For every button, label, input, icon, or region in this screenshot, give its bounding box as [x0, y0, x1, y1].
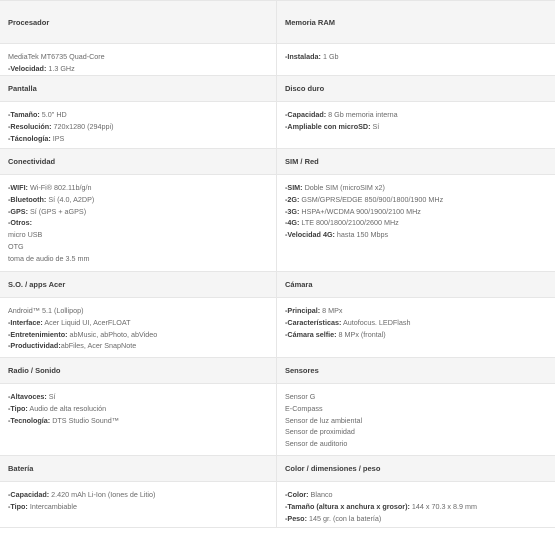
spec-line [8, 194, 268, 206]
section-title: Pantalla [0, 76, 277, 102]
spec-label: -WIFI: [8, 183, 28, 192]
spec-line [8, 391, 268, 403]
spec-value: Android™ 5.1 (Lollipop) [8, 306, 84, 315]
spec-line [285, 109, 547, 121]
spec-line [8, 229, 268, 241]
spec-value: 8 MPx [320, 306, 343, 315]
spec-line [8, 253, 268, 265]
spec-value: 1.3 GHz [46, 63, 75, 73]
spec-line [8, 121, 268, 133]
spec-label: -SIM: [285, 183, 303, 192]
spec-line [285, 438, 547, 450]
spec-value: abFiles, Acer SnapNote [60, 341, 137, 351]
spec-label: -2G: [285, 194, 300, 204]
spec-value: Autofocus. LEDFlash [341, 317, 411, 327]
spec-line [285, 391, 547, 403]
spec-line [8, 133, 268, 145]
section-title: Disco duro [277, 76, 555, 102]
spec-value: Sí (4.0, A2DP) [46, 194, 95, 204]
spec-label: -Entretenimiento: [8, 329, 68, 339]
spec-label: -Capacidad: [8, 490, 50, 499]
spec-line [8, 489, 268, 501]
spec-label: -Color: [285, 490, 309, 499]
spec-label: -Instalada: [285, 52, 321, 61]
spec-value: toma de audio de 3.5 mm [8, 253, 90, 263]
spec-label: -Tamaño: [8, 110, 40, 119]
spec-label: -Bluetooth: [8, 194, 47, 204]
spec-line [8, 329, 268, 341]
spec-value: hasta 150 Mbps [334, 230, 389, 240]
spec-label: -Tipo: [8, 403, 28, 413]
spec-line [8, 206, 268, 218]
spec-value: DTS Studio Sound™ [50, 415, 119, 425]
section-body [277, 482, 555, 528]
spec-line [285, 426, 547, 438]
spec-label: -Otros: [8, 218, 32, 228]
spec-line [285, 305, 547, 317]
spec-label: -Tipo: [8, 501, 28, 511]
section-body [277, 102, 555, 149]
section-title: SIM / Red [277, 149, 555, 175]
spec-line [8, 317, 268, 329]
spec-label: -Productividad: [8, 341, 61, 351]
spec-line [8, 109, 268, 121]
spec-value: 5.0" HD [39, 110, 67, 119]
spec-value: Sensor de proximidad [285, 427, 355, 437]
spec-value: micro USB [8, 230, 43, 240]
spec-label: -Tamaño (altura x anchura x grosor): [285, 501, 410, 511]
spec-label: -Velocidad 4G: [285, 230, 335, 240]
spec-label: -Principal: [285, 306, 321, 315]
spec-label: -Cámara selfie: [285, 329, 337, 339]
spec-line [285, 415, 547, 427]
spec-line [285, 206, 547, 218]
spec-value: Sí [370, 121, 380, 131]
spec-label: -4G: [285, 218, 300, 228]
spec-label: -GPS: [8, 206, 28, 216]
spec-value: 145 gr. (con la batería) [306, 513, 382, 523]
spec-line [8, 403, 268, 415]
section-title: Color / dimensiones / peso [277, 456, 555, 482]
spec-label: -Interface: [8, 317, 43, 327]
spec-value: 8 MPx (frontal) [336, 329, 386, 339]
spec-line [8, 415, 268, 427]
spec-value: 2.420 mAh Li-Ion (Iones de Litio) [49, 490, 156, 499]
spec-line [285, 194, 547, 206]
spec-value: MediaTek MT6735 Quad-Core [8, 52, 105, 61]
section-title: Sensores [277, 358, 555, 384]
spec-label: -3G: [285, 206, 300, 216]
section-body [0, 102, 277, 149]
spec-label: -Características: [285, 317, 342, 327]
spec-value: LTE 800/1800/2100/2600 MHz [299, 218, 399, 228]
section-body [277, 384, 555, 456]
spec-value: Blanco [308, 490, 333, 499]
spec-line [285, 489, 547, 501]
spec-label: -Altavoces: [8, 392, 47, 401]
section-body [0, 384, 277, 456]
spec-label: -Tácnología: [8, 133, 51, 143]
section-body [277, 298, 555, 358]
spec-line [285, 329, 547, 341]
spec-line [285, 182, 547, 194]
spec-value: Audio de alta resolución [27, 403, 107, 413]
spec-value: Sensor de auditorio [285, 439, 348, 449]
spec-label: -Peso: [285, 513, 307, 523]
spec-value: Sí (GPS + aGPS) [27, 206, 87, 216]
spec-label: -Capacidad: [285, 110, 327, 119]
spec-value: OTG [8, 241, 24, 251]
spec-line [8, 217, 268, 229]
spec-line [8, 182, 268, 194]
section-body [277, 175, 555, 272]
section-body [0, 482, 277, 528]
spec-label: -Tecnología: [8, 415, 51, 425]
spec-line [285, 317, 547, 329]
spec-value: 720x1280 (294ppi) [51, 121, 114, 131]
spec-line [8, 63, 268, 75]
spec-label: -Velocidad: [8, 63, 47, 73]
spec-value: abMusic, abPhoto, abVideo [67, 329, 158, 339]
spec-value: GSM/GPRS/EDGE 850/900/1800/1900 MHz [299, 194, 444, 204]
spec-label: -Resolución: [8, 121, 52, 131]
section-body [277, 44, 555, 76]
spec-value: Wi-Fi® 802.11b/g/n [27, 183, 92, 192]
section-title: S.O. / apps Acer [0, 272, 277, 298]
spec-line [8, 241, 268, 253]
spec-value: HSPA+/WCDMA 900/1900/2100 MHz [299, 206, 421, 216]
section-title: Cámara [277, 272, 555, 298]
spec-line [285, 229, 547, 241]
section-body [0, 44, 277, 76]
spec-line [285, 501, 547, 513]
spec-value: Doble SIM (microSIM x2) [302, 183, 385, 192]
spec-value: Sensor G [285, 392, 316, 401]
section-title: Memoria RAM [277, 1, 555, 44]
spec-line [285, 51, 547, 63]
spec-line [285, 403, 547, 415]
spec-value: 1 Gb [320, 52, 339, 61]
section-body [0, 298, 277, 358]
spec-value: 8 Gb memoria interna [326, 110, 398, 119]
spec-value: IPS [50, 133, 65, 143]
section-body [0, 175, 277, 272]
spec-value: Sí [46, 392, 56, 401]
section-title: Conectividad [0, 149, 277, 175]
spec-value: 144 x 70.3 x 8.9 mm [409, 501, 477, 511]
spec-line [8, 501, 268, 513]
spec-line [285, 121, 547, 133]
section-title: Radio / Sonido [0, 358, 277, 384]
spec-value: Acer Liquid UI, AcerFLOAT [42, 317, 131, 327]
spec-value: E-Compass [285, 403, 323, 413]
spec-line [8, 51, 268, 63]
spec-line [8, 340, 268, 352]
spec-label: -Ampliable con microSD: [285, 121, 371, 131]
section-title: Procesador [0, 1, 277, 44]
spec-line [285, 217, 547, 229]
spec-value: Intercambiable [27, 501, 77, 511]
spec-line [8, 305, 268, 317]
spec-line [285, 513, 547, 525]
section-title: Batería [0, 456, 277, 482]
spec-value: Sensor de luz ambiental [285, 415, 363, 425]
